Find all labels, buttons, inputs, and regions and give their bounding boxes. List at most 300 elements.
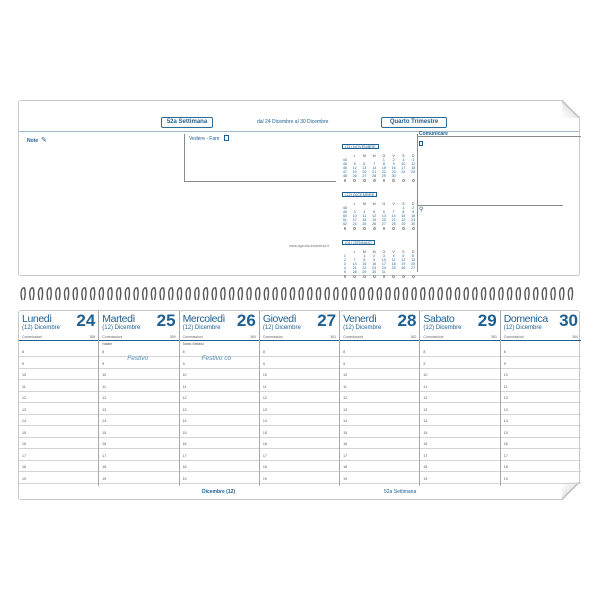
hour-row[interactable] (19, 451, 98, 461)
spiral-ring (308, 288, 312, 300)
spiral-ring (507, 288, 511, 300)
hour-label: 14 (503, 419, 508, 423)
hour-row[interactable] (260, 451, 339, 461)
hour-row[interactable] (340, 347, 419, 357)
note-label: Note (27, 138, 39, 144)
mini-calendar-cell: 21 (352, 266, 357, 270)
hour-label: 8 (102, 350, 105, 354)
day-name: Mercoledì (182, 313, 226, 325)
hour-row[interactable] (420, 359, 499, 369)
hour-row[interactable] (180, 451, 259, 461)
hour-label: 13 (423, 407, 428, 412)
hour-label: 17 (503, 453, 508, 458)
mini-calendar-cell: 30 (372, 270, 377, 274)
mini-calendar-cell: 3 (402, 158, 405, 162)
hour-row[interactable] (180, 393, 259, 403)
spiral-ring (108, 288, 112, 300)
hour-row[interactable] (340, 462, 419, 472)
day-header-rule (180, 340, 259, 341)
mini-calendar-cell: 6 (382, 210, 385, 214)
hour-row[interactable] (340, 382, 419, 392)
mini-calendar-cell: 28 (372, 174, 377, 178)
mini-calendar-cell: 30 (391, 174, 396, 178)
bell-icon: ⚲ (419, 207, 424, 213)
hour-row[interactable] (19, 347, 98, 357)
hour-row[interactable] (19, 405, 98, 415)
spiral-ring (421, 288, 425, 300)
hour-label: 11 (423, 384, 428, 389)
hour-label: 17 (22, 453, 26, 458)
hour-row[interactable] (180, 370, 259, 380)
hour-label: 15 (22, 430, 26, 435)
spiral-ring (473, 288, 477, 300)
hour-row[interactable] (99, 474, 178, 484)
mini-calendar-cell: 29 (362, 270, 367, 274)
holiday-note: Santo Stefano (182, 342, 205, 346)
mini-calendar-cell: 14 (391, 214, 396, 218)
hour-row[interactable] (340, 405, 419, 415)
hour-label: 11 (503, 384, 508, 389)
hour-label: 9 (503, 361, 506, 366)
hour-row[interactable] (260, 462, 339, 472)
comm-divider (417, 134, 418, 272)
holiday-note: Natale (102, 342, 113, 346)
hour-row[interactable] (19, 393, 98, 403)
hour-label: 8 (262, 350, 265, 354)
hour-label: 12 (503, 396, 508, 400)
spiral-ring (525, 288, 529, 300)
hour-row[interactable] (180, 439, 259, 449)
day-column[interactable] (180, 311, 260, 486)
hour-label: 19 (22, 476, 26, 481)
seeing-box (184, 134, 336, 182)
mini-calendar-cell: 4 (412, 158, 415, 162)
hour-row[interactable] (420, 462, 499, 472)
moon-phase-icon (402, 179, 405, 182)
hour-row[interactable] (501, 347, 581, 357)
note-icon (224, 135, 229, 141)
mini-calendar-cell: 17 (352, 218, 357, 222)
hour-row[interactable] (99, 416, 178, 426)
day-header-rule (420, 340, 499, 341)
moon-phase-icon (383, 227, 386, 230)
hour-row[interactable] (19, 439, 98, 449)
hour-label: 10 (262, 373, 267, 377)
mini-calendar-cell: 11 (411, 162, 415, 166)
hour-row[interactable] (260, 416, 339, 426)
spiral-ring (551, 288, 555, 300)
date-range: dal 24 Dicembre al 30 Dicembre (257, 119, 329, 125)
mini-calendar-cell: 27 (362, 174, 367, 178)
mini-calendar-cell: 5 (353, 162, 356, 166)
moon-phase-icon (373, 179, 376, 182)
hour-row[interactable] (340, 370, 419, 380)
hour-row[interactable] (501, 416, 581, 426)
hour-row[interactable] (260, 439, 339, 449)
mini-calendar-cell: 22 (362, 266, 367, 270)
hour-label: 19 (423, 476, 428, 481)
hour-row[interactable] (19, 416, 98, 426)
hour-row[interactable] (340, 428, 419, 438)
week-footer: 52a Settimana (384, 489, 417, 495)
hour-row[interactable] (420, 451, 499, 461)
mini-calendar-cell: 17 (401, 166, 406, 170)
hour-label: 10 (423, 373, 428, 377)
day-number: 25 (156, 311, 176, 330)
day-column[interactable] (340, 311, 420, 486)
mini-calendar-cell: 16 (411, 214, 416, 218)
hour-row[interactable] (340, 393, 419, 403)
day-of-year: 363 (490, 335, 497, 339)
mini-calendar-cell: 15 (362, 262, 367, 266)
mini-calendar-cell: 4 (343, 266, 346, 270)
mini-calendar-cell: 6 (412, 254, 415, 258)
hour-row[interactable] (260, 405, 339, 415)
mini-calendar-cell: 28 (352, 270, 357, 274)
mini-calendar-cell: 5 (373, 210, 376, 214)
hour-label: 17 (262, 453, 267, 458)
moon-phase-icon (383, 275, 386, 278)
hour-row[interactable] (501, 405, 581, 415)
spiral-ring (186, 288, 190, 300)
hour-label: 10 (343, 373, 348, 377)
hour-label: 19 (343, 476, 348, 481)
spiral-ring (368, 288, 372, 300)
spiral-binding (18, 286, 580, 304)
day-month: (12) Dicembre (22, 325, 61, 331)
hour-row[interactable] (19, 370, 98, 380)
spiral-ring (542, 288, 546, 300)
spiral-ring (82, 288, 86, 300)
hour-label: 18 (22, 465, 26, 469)
hour-label: 10 (182, 373, 187, 377)
hour-row[interactable] (420, 405, 499, 415)
spiral-ring (221, 288, 225, 300)
hour-row[interactable] (19, 474, 98, 484)
hour-label: 14 (102, 419, 107, 423)
spiral-ring (403, 288, 407, 300)
hour-label: 8 (423, 350, 426, 354)
spiral-ring (325, 288, 329, 300)
spiral-rings (18, 286, 580, 304)
hour-row[interactable] (99, 382, 178, 392)
hour-label: 15 (102, 430, 107, 435)
mini-calendar-cell: 18 (362, 218, 367, 222)
mini-calendar-cell: 1 (382, 158, 385, 162)
day-name: Sabato (423, 313, 455, 325)
mini-calendar-cell: 20 (411, 262, 416, 266)
spiral-ring (47, 288, 51, 300)
hour-label: 19 (262, 476, 267, 481)
hour-label: 15 (423, 430, 428, 435)
mini-calendar-cell: M (372, 250, 376, 254)
hour-row[interactable] (501, 451, 581, 461)
hour-row[interactable] (340, 474, 419, 484)
hour-row[interactable] (501, 439, 581, 449)
mini-calendar-cell: 22 (401, 218, 406, 222)
mini-calendar-cell: 19 (352, 170, 357, 174)
mini-calendar-cell: 22 (381, 170, 386, 174)
hour-label: 8 (182, 350, 185, 354)
hour-row[interactable] (99, 451, 178, 461)
hour-row[interactable] (180, 428, 259, 438)
hour-label: 10 (102, 373, 107, 377)
day-column[interactable] (19, 311, 99, 486)
spiral-ring (412, 288, 416, 300)
day-column[interactable] (501, 311, 581, 486)
spiral-ring (117, 288, 121, 300)
hour-row[interactable] (180, 474, 259, 484)
mini-calendar-cell: 14 (352, 262, 357, 266)
mini-calendar-cell: 5 (343, 270, 346, 274)
spiral-ring (481, 288, 485, 300)
day-month: (12) Dicembre (423, 325, 462, 331)
mini-calendar-grid (340, 202, 418, 232)
hour-label: 19 (182, 476, 187, 481)
hour-row[interactable] (340, 359, 419, 369)
day-of-year: 360 (250, 335, 256, 339)
comm-line-mid (417, 205, 563, 206)
mini-calendar-cell: 29 (381, 174, 386, 178)
hour-row[interactable] (180, 405, 259, 415)
hour-row[interactable] (19, 382, 98, 392)
moon-phase-icon (363, 275, 366, 278)
hour-row[interactable] (501, 474, 581, 484)
mini-calendar-cell: 25 (391, 266, 396, 270)
hour-row[interactable] (501, 370, 581, 380)
hour-row[interactable] (420, 428, 499, 438)
hour-row[interactable] (501, 359, 581, 369)
hour-row[interactable] (420, 439, 499, 449)
hour-row[interactable] (501, 382, 581, 392)
hour-row[interactable] (501, 462, 581, 472)
day-header-rule (19, 340, 98, 341)
hour-label: 14 (182, 419, 187, 423)
hour-row[interactable] (19, 359, 98, 369)
hour-label: 18 (423, 465, 428, 469)
hour-row[interactable] (420, 393, 499, 403)
mini-calendar-cell: 21 (372, 170, 377, 174)
spiral-ring (30, 288, 34, 300)
hour-label: 19 (102, 476, 107, 481)
mini-calendar-cell: M (372, 154, 376, 158)
hour-row[interactable] (501, 428, 581, 438)
hour-label: 11 (182, 384, 187, 389)
hour-label: 12 (343, 396, 348, 400)
hour-row[interactable] (19, 428, 98, 438)
hour-label: 15 (343, 430, 348, 435)
hour-label: 17 (102, 453, 107, 458)
moon-phase-icon (412, 275, 415, 278)
mini-calendar-cell: L (353, 202, 356, 206)
spiral-ring (203, 288, 207, 300)
spiral-ring (56, 288, 60, 300)
spiral-ring (534, 288, 538, 300)
hour-label: 17 (423, 453, 428, 458)
mini-calendar-cell: 10 (352, 214, 357, 218)
moon-phase-icon (402, 275, 405, 278)
mini-calendar-cell: 6 (363, 162, 366, 166)
hour-row[interactable] (260, 428, 339, 438)
day-header-rule (340, 340, 419, 341)
hour-label: 16 (503, 442, 508, 446)
hour-row[interactable] (99, 439, 178, 449)
spiral-ring (447, 288, 451, 300)
spiral-ring (360, 288, 364, 300)
mini-calendar-cell: 31 (381, 270, 386, 274)
hour-row[interactable] (340, 439, 419, 449)
footnote: www.agenda-kadratura.it (289, 244, 329, 248)
hour-label: 14 (343, 419, 348, 423)
hour-row[interactable] (420, 416, 499, 426)
hour-row[interactable] (99, 370, 178, 380)
mini-calendar-cell: M (362, 202, 366, 206)
day-name: Venerdì (343, 313, 377, 325)
hour-row[interactable] (340, 451, 419, 461)
spiral-ring (229, 288, 233, 300)
mini-calendar-cell: 3 (353, 210, 356, 214)
hour-row[interactable] (420, 370, 499, 380)
hour-row[interactable] (260, 382, 339, 392)
hour-row[interactable] (260, 393, 339, 403)
desk-planner (18, 100, 580, 500)
mini-calendar-cell: 10 (381, 258, 386, 262)
spiral-ring (247, 288, 251, 300)
hour-label: 14 (22, 419, 26, 423)
hour-label: 16 (102, 442, 107, 446)
hour-label: 14 (262, 419, 267, 423)
day-name: Domenica (503, 313, 548, 325)
day-number: 24 (76, 311, 96, 330)
pen-icon: ✎ (41, 137, 47, 144)
mini-calendar-cell: 29 (401, 222, 406, 226)
mini-calendar-cell: 9 (412, 210, 415, 214)
hour-row[interactable] (260, 347, 339, 357)
mini-calendar-cell: 8 (402, 210, 405, 214)
hour-row[interactable] (260, 474, 339, 484)
spiral-ring (273, 288, 277, 300)
mini-calendar-cell: 16 (391, 166, 396, 170)
mini-calendar-cell: 24 (352, 222, 357, 226)
hour-row[interactable] (180, 382, 259, 392)
day-number: 27 (317, 311, 337, 330)
week-badge: 52a Settimana (161, 117, 213, 128)
hour-row[interactable] (99, 428, 178, 438)
hour-label: 11 (343, 384, 347, 389)
mini-calendar-cell: 20 (362, 170, 367, 174)
hour-label: 16 (182, 442, 187, 446)
day-errands-label: Commissioni (102, 335, 123, 339)
moon-phase-icon (412, 227, 415, 230)
mini-calendar-cell: 47 (342, 170, 347, 174)
hour-label: 12 (423, 396, 428, 400)
day-number: 30 (559, 311, 578, 330)
page-corner-fold (562, 100, 580, 118)
holiday-stamp: Festivo co (201, 355, 232, 362)
spiral-ring (256, 288, 260, 300)
hour-label: 12 (182, 396, 187, 400)
moon-phase-icon (353, 179, 356, 182)
day-of-year: 364 (572, 335, 578, 339)
hour-row[interactable] (260, 370, 339, 380)
hour-label: 9 (343, 361, 346, 366)
spiral-ring (351, 288, 355, 300)
mini-calendar-december (340, 183, 418, 225)
mini-calendar-cell: 14 (372, 166, 377, 170)
mini-calendar-cell: 23 (391, 170, 396, 174)
hour-row[interactable] (99, 462, 178, 472)
moon-phase-icon (383, 179, 386, 182)
mini-calendar-cell: 48 (342, 206, 347, 210)
hour-row[interactable] (99, 393, 178, 403)
comm-icon (419, 141, 423, 146)
hour-label: 9 (22, 361, 24, 366)
hour-label: 16 (262, 442, 267, 446)
quarter-badge: Quarto Trimestre (381, 117, 447, 128)
hour-label: 9 (423, 361, 426, 366)
mini-calendar-cell: 2 (412, 206, 415, 210)
hour-row[interactable] (340, 416, 419, 426)
day-column[interactable] (260, 311, 340, 486)
hour-label: 10 (22, 373, 26, 377)
mini-calendar-cell: 9 (392, 162, 395, 166)
mini-calendar-cell: D (411, 154, 415, 158)
spiral-ring (568, 288, 572, 300)
hour-label: 13 (343, 407, 348, 412)
hour-row[interactable] (260, 359, 339, 369)
mini-calendar-week (340, 222, 418, 226)
day-column[interactable] (99, 311, 179, 486)
spiral-ring (490, 288, 494, 300)
mini-calendar-cell: 1 (343, 254, 346, 258)
mini-calendar-cell: S (402, 202, 405, 206)
hour-label: 19 (503, 476, 508, 481)
hour-label: 9 (182, 361, 185, 366)
mini-calendar-cell: 8 (382, 162, 385, 166)
hour-row[interactable] (180, 416, 259, 426)
mini-calendar-week (340, 270, 418, 274)
spiral-ring (455, 288, 459, 300)
hour-row[interactable] (420, 474, 499, 484)
day-errands-label: Commissioni (503, 335, 524, 339)
mini-calendar-cell: 18 (411, 166, 416, 170)
mini-calendar-cell: M (362, 154, 366, 158)
day-column[interactable] (420, 311, 500, 486)
month-footer: Dicembre (12) (202, 489, 236, 495)
hour-row[interactable] (420, 382, 499, 392)
hour-row[interactable] (180, 462, 259, 472)
mini-calendar-cell: 26 (352, 174, 357, 178)
hour-row[interactable] (99, 405, 178, 415)
mini-calendar-cell (399, 174, 409, 178)
mini-calendar-cell: G (382, 202, 386, 206)
hour-label: 18 (102, 465, 107, 469)
mini-calendar-grid (340, 154, 418, 184)
spiral-ring (212, 288, 216, 300)
spiral-ring (160, 288, 164, 300)
hour-label: 16 (22, 442, 26, 446)
hour-row[interactable] (19, 462, 98, 472)
spiral-ring (377, 288, 381, 300)
spiral-ring (334, 288, 338, 300)
mini-calendar-cell: 23 (411, 218, 416, 222)
hour-label: 13 (22, 407, 26, 412)
hour-row[interactable] (501, 393, 581, 403)
mini-calendar-cell: 52 (342, 222, 347, 226)
mini-calendar-title: (11) NOVEMBRE (342, 144, 379, 149)
mini-calendar-cell: L (353, 250, 356, 254)
hour-row[interactable] (420, 347, 499, 357)
